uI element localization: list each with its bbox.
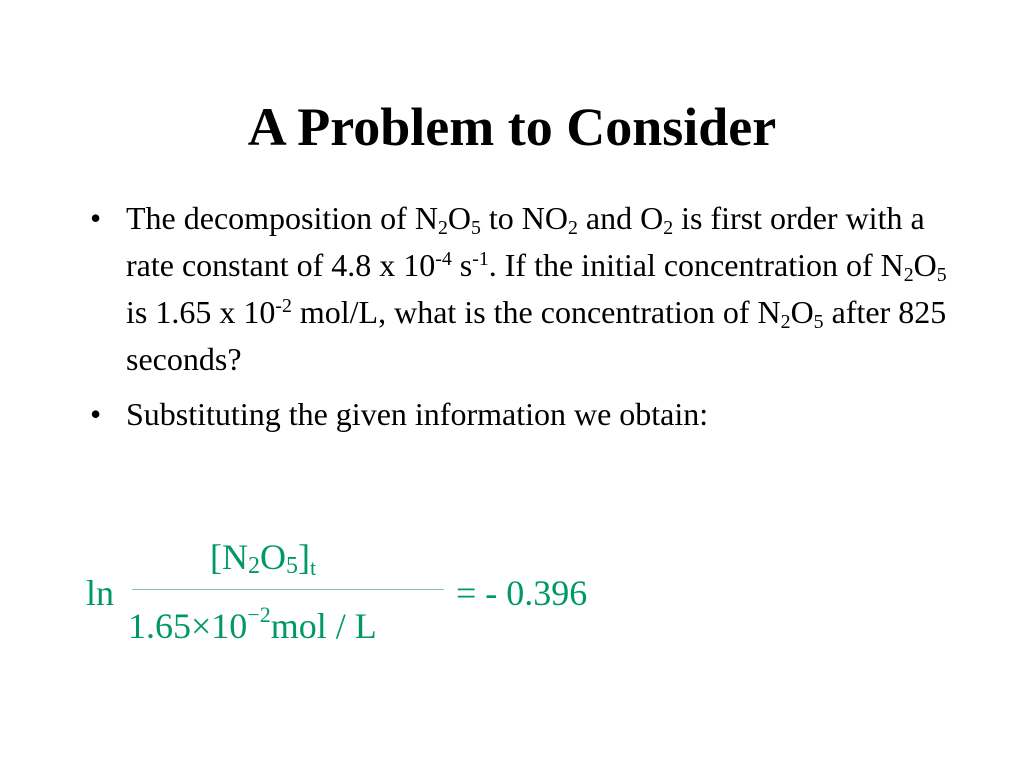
bullet-item-substituting (90, 391, 970, 438)
bullet-item-problem (90, 195, 970, 383)
slide-title: A Problem to Consider (247, 97, 777, 157)
substituting-text: Substituting the given information we obtain: (126, 396, 709, 432)
equation-denominator: $1.65\times 10^{-2}mol / L$ (128, 602, 377, 646)
equation-result: = - 0.396 (456, 573, 588, 613)
equation (86, 536, 646, 646)
equation-numerator: [N2O5]t (210, 537, 317, 580)
problem-text: The decomposition of $N_2O_5$ to $NO_2$ and $O_2$ is first order with a rate constant of 4.8 x $10^{-4}$ $s^{-1}$. If the initial concentration of $N_2O_5$ is 1.65 x $10^{-2}$ mol/L, what is the concentration of $N_2O_5$ after 825 seconds? (126, 200, 947, 377)
bullet-list (90, 195, 970, 446)
fraction-bar (132, 589, 444, 590)
bullet-icon: • (90, 200, 102, 236)
bullet-icon: • (90, 396, 102, 432)
ln-symbol: ln (86, 573, 115, 613)
